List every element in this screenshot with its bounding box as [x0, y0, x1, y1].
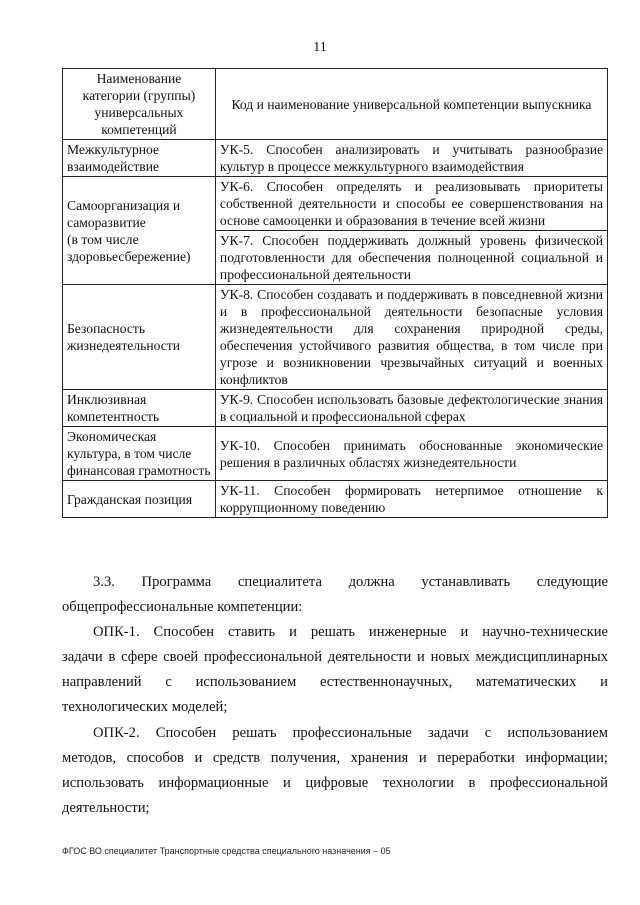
- category-cell: Безопасность жизнедеятельности: [63, 285, 216, 390]
- header-category: Наименование категории (группы) универсальных компетенций: [63, 69, 216, 140]
- table-row: [63, 390, 608, 427]
- paragraph-3-3-rest: общепрофессиональные компетенции:: [62, 599, 303, 615]
- competence-cell: УК-7. Способен поддерживать должный уровень физической подготовленности для обеспечения полноценной социальной и профессиональной деятельности: [215, 231, 607, 285]
- table-row: [63, 140, 608, 177]
- page-footer: ФГОС ВО специалитет Транспортные средства специального назначения – 05: [62, 846, 391, 856]
- competence-cell: УК-9. Способен использовать базовые дефектологические знания в социальной и профессиональной сферах: [215, 390, 607, 427]
- competence-cell: УК-5. Способен анализировать и учитывать разнообразие культур в процессе межкультурного взаимодействия: [215, 140, 607, 177]
- paragraph-opk2-first-line: ОПК-2. Способен решать профессиональные задачи с использованием: [93, 725, 608, 741]
- category-line: (в том числе здоровьесбережение): [67, 231, 191, 264]
- competencies-table: [62, 68, 608, 518]
- paragraph-opk2-rest: методов, способов и средств получения, хранения и переработки информации; использовать информационные и цифровые технологии в профессиональной деятельности;: [62, 750, 608, 816]
- paragraph-opk1-first-line: ОПК-1. Способен ставить и решать инженерные и научно-технические: [93, 624, 608, 640]
- page-number: 11: [313, 40, 327, 55]
- table-row: [63, 177, 608, 231]
- header-competence: Код и наименование универсальной компетенции выпускника: [215, 69, 607, 140]
- table-row: [63, 285, 608, 390]
- category-cell: Межкультурное взаимодействие: [63, 140, 216, 177]
- category-line: Самоорганизация и саморазвитие: [67, 197, 181, 230]
- paragraph-opk1-rest: задачи в сфере своей профессиональной деятельности и новых междисциплинарных направлений с использованием естественнонаучных, математических и технологических моделей;: [62, 649, 608, 715]
- competence-cell: УК-10. Способен принимать обоснованные экономические решения в различных областях жизнедеятельности: [215, 427, 607, 481]
- table-row: [63, 427, 608, 481]
- category-cell: Экономическая культура, в том числе финансовая грамотность: [63, 427, 216, 481]
- category-cell: [63, 177, 216, 285]
- competence-cell: УК-11. Способен формировать нетерпимое отношение к коррупционному поведению: [215, 481, 607, 518]
- category-cell: Гражданская позиция: [63, 481, 216, 518]
- competence-cell: УК-8. Способен создавать и поддерживать в повседневной жизни и в профессиональной деятельности безопасные условия жизнедеятельности для сохранения природной среды, обеспечения устойчивого развития общества, в том числе при угрозе и возникновении чрезвычайных ситуаций и военных конфликтов: [215, 285, 607, 390]
- table-header-row: [63, 69, 608, 140]
- table-row: [63, 481, 608, 518]
- competence-cell: УК-6. Способен определять и реализовывать приоритеты собственной деятельности и способы ее совершенствования на основе самооценки и образования в течение всей жизни: [215, 177, 607, 231]
- paragraph-3-3-first-line: 3.3. Программа специалитета должна устанавливать следующие: [93, 574, 608, 590]
- category-cell: Инклюзивная компетентность: [63, 390, 216, 427]
